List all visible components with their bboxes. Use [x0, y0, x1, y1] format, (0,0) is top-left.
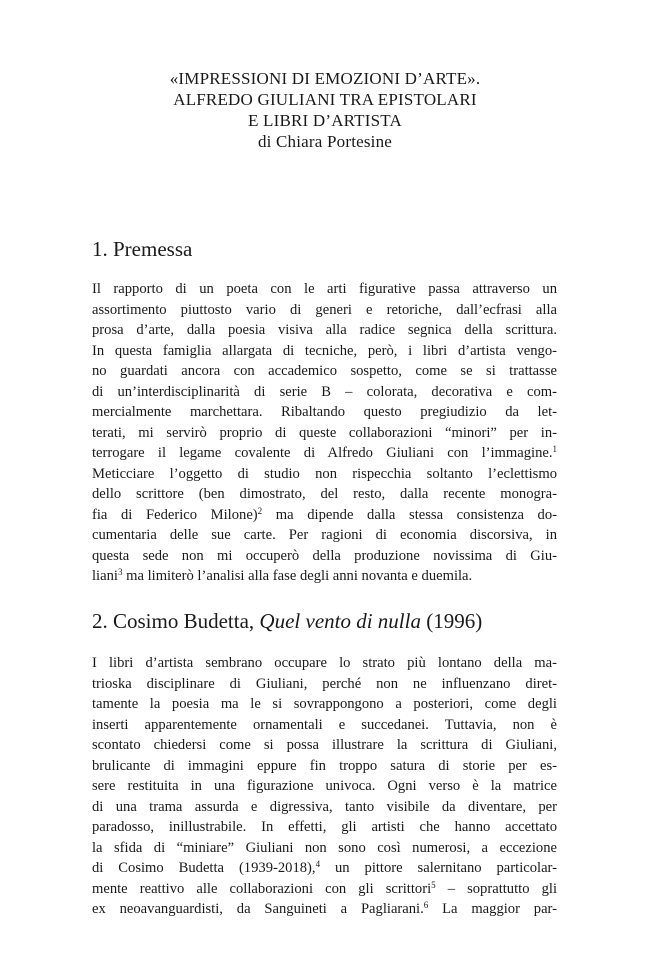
text-line: terati, mi servirò proprio di queste collaborazioni “minori” per in-	[92, 424, 557, 441]
text-line: no guardati ancora con accademico sospetto, come se si trattasse	[92, 363, 557, 379]
line-text: – soprattutto gli	[435, 880, 557, 897]
text-line: mercialmente marchettara. Ribaltando questo pregiudizio da let-	[92, 404, 557, 420]
article-title-block	[0, 68, 650, 152]
text-line: Il rapporto di un poeta con le arti figurative passa attraverso un	[92, 281, 557, 297]
section-1-paragraph	[92, 279, 557, 587]
section-2-heading	[92, 608, 482, 634]
line-text: ma dipende dalla stessa consistenza do-	[262, 506, 558, 523]
text-line-with-note	[92, 443, 557, 464]
text-line: Meticciare l’oggetto di studio non rispecchia soltanto l’eclettismo	[92, 465, 557, 482]
line-text: mente reattivo alle collaborazioni con gli scrittori	[92, 880, 432, 897]
text-line: brulicante di immagini eppure fin troppo satura di storie per es-	[92, 757, 557, 774]
section-1-heading: 1. Premessa	[92, 237, 193, 261]
text-line: la sfida di “miniare” Giuliani non sono così numerosi, a eccezione	[92, 839, 557, 856]
line-text: di Cosimo Budetta (1939-2018),	[92, 860, 316, 876]
line-text: liani	[92, 568, 118, 584]
text-line: questa sede non mi occuperò della produzione novissima di Giu-	[92, 547, 557, 564]
text-line: paradosso, inillustrabile. In effetti, gli artisti che hanno accettato	[92, 819, 557, 835]
text-line: dello scrittore (ben dimostrato, del resto, dalla recente monogra-	[92, 486, 557, 502]
footnote-ref[interactable]: 2	[257, 505, 263, 516]
article-author: di Chiara Portesine	[257, 132, 393, 151]
text-line: scontato chiedersi come si possa illustrare la scrittura di Giuliani,	[92, 737, 557, 753]
text-line: prosa d’arte, dalla poesia visiva alla radice segnica della scrittura.	[92, 322, 557, 338]
footnote-ref[interactable]: 3	[117, 567, 123, 577]
text-line-with-note	[92, 566, 557, 587]
line-text: ex neoavanguardisti, da Sanguineti a Pagliarani.	[92, 901, 424, 917]
text-line-with-note	[92, 879, 557, 900]
text-line: inserti apparentemente ornamentali e succedanei. Tuttavia, non è	[92, 716, 557, 733]
text-line-with-note	[92, 899, 557, 920]
footnote-ref[interactable]: 5	[431, 879, 436, 890]
line-text: La maggior par-	[428, 901, 557, 917]
text-line: In questa famiglia allargata di tecniche, però, i libri d’artista vengo-	[92, 342, 557, 359]
text-line: tamente la poesia ma le si sovrappongono a posteriori, come degli	[92, 696, 557, 712]
footnote-ref[interactable]: 1	[552, 444, 557, 454]
text-line: di un’interdisciplinarità di serie B – colorata, decorativa e com-	[92, 383, 557, 400]
footnote-ref[interactable]: 4	[315, 859, 321, 869]
article-title-line-3: E LIBRI D’ARTISTA	[247, 111, 402, 130]
line-text: fia di Federico Milone)	[92, 506, 258, 523]
text-line-with-note	[92, 858, 557, 879]
book-title: Quel vento di nulla	[259, 609, 421, 633]
text-line: assortimento piuttosto vario di generi e retoriche, dall’ecfrasi alla	[92, 301, 557, 318]
footnote-ref[interactable]: 6	[423, 900, 429, 910]
article-title-line-2: ALFREDO GIULIANI TRA EPISTOLARI	[173, 90, 477, 109]
line-text: terrogare il legame covalente di Alfredo Giuliani con l’immagine.	[92, 445, 553, 461]
heading-text: 2. Cosimo Budetta,	[92, 609, 260, 633]
text-line: sere restituita in una figurazione univoca. Ogni verso è la matrice	[92, 778, 557, 794]
text-line-with-note	[92, 505, 557, 526]
section-2-paragraph	[92, 653, 557, 920]
article-title-line-1: «IMPRESSIONI DI EMOZIONI D’ARTE».	[169, 69, 481, 88]
line-text: ma limiterò l’analisi alla fase degli anni novanta e duemila.	[122, 568, 473, 584]
text-line: di una trama assurda e digressiva, tanto visibile da diventare, per	[92, 798, 557, 815]
text-line: trioska disciplinare di Giuliani, perché non ne influenzano diret-	[92, 675, 557, 692]
heading-text: (1996)	[420, 609, 483, 633]
line-text: un pittore salernitano particolar-	[320, 860, 557, 876]
text-line: cumentaria delle sue carte. Per ragioni di economia discorsiva, in	[92, 527, 557, 543]
text-line: I libri d’artista sembrano occupare lo strato più lontano della ma-	[92, 655, 557, 671]
